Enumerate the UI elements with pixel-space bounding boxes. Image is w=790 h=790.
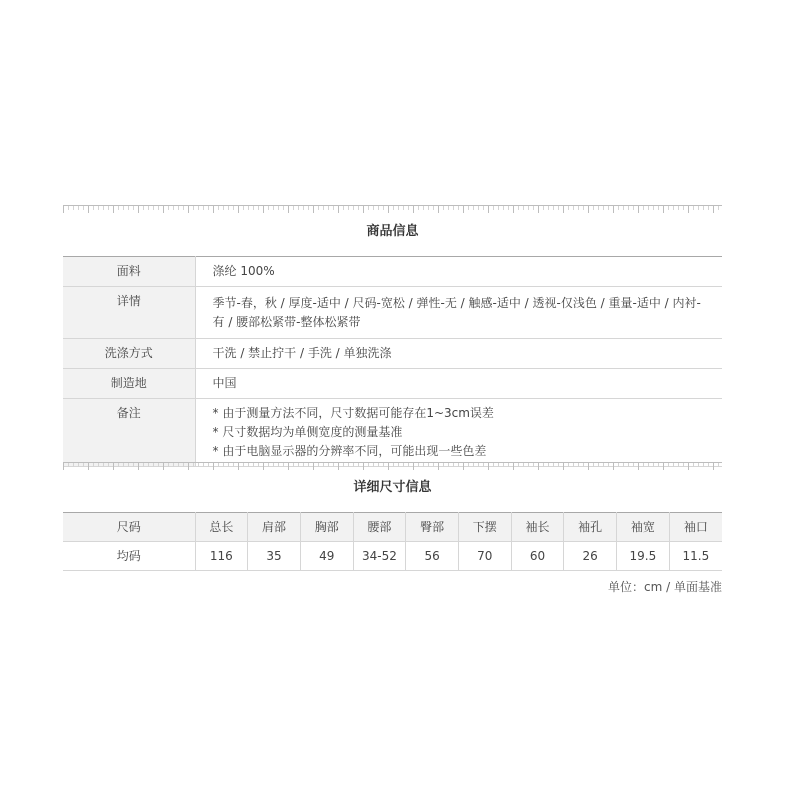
info-value <box>195 399 722 467</box>
size-data-cell: 60 <box>511 542 564 571</box>
size-data-cell: 26 <box>564 542 617 571</box>
info-label: 洗涤方式 <box>63 339 195 369</box>
size-data-cell: 49 <box>300 542 353 571</box>
unit-note: 单位：cm / 单面基准 <box>608 580 722 594</box>
remark-line: * 由于测量方法不同，尺寸数据可能存在1~3cm误差 <box>212 406 494 420</box>
info-value <box>195 369 722 399</box>
ruler-divider-middle <box>63 462 722 472</box>
size-header-cell: 臀部 <box>406 513 459 542</box>
size-info-title: 详细尺寸信息 <box>353 480 432 495</box>
size-header-cell: 袖孔 <box>564 513 617 542</box>
size-data-cell: 56 <box>406 542 459 571</box>
info-label: 备注 <box>63 399 195 467</box>
size-header-cell: 肩部 <box>248 513 301 542</box>
size-header-cell: 总长 <box>195 513 248 542</box>
info-value <box>195 339 722 369</box>
size-data-cell: 116 <box>195 542 248 571</box>
size-header-cell: 袖长 <box>511 513 564 542</box>
size-data-cell: 70 <box>458 542 511 571</box>
remark-line: * 由于电脑显示器的分辨率不同，可能出现一些色差 <box>212 444 487 458</box>
info-value-line: 季节-春，秋 / 厚度-适中 / 尺码-宽松 / 弹性-无 / 触感-适中 / 透视-仅浅色 / 重量-适中 / 内衬-有 / 腰部松紧带-整体松紧带 <box>212 295 701 329</box>
size-data-cell: 34-52 <box>353 542 406 571</box>
info-row-origin <box>63 369 722 399</box>
info-row-details <box>63 287 722 339</box>
info-value-line: 中国 <box>212 376 237 390</box>
info-row-material <box>63 257 722 287</box>
info-label: 面料 <box>63 257 195 287</box>
size-header-cell: 袖口 <box>669 513 722 542</box>
size-data-row <box>63 542 722 571</box>
size-header-cell: 尺码 <box>63 513 195 542</box>
size-header-cell: 下摆 <box>458 513 511 542</box>
size-header-row <box>63 513 722 542</box>
size-header-cell: 胸部 <box>300 513 353 542</box>
info-value-line: 涤纶 100% <box>212 264 275 278</box>
size-data-cell: 均码 <box>63 542 195 571</box>
ruler-divider-top <box>63 205 722 215</box>
info-value-line: 干洗 / 禁止拧干 / 手洗 / 单独洗涤 <box>212 346 392 360</box>
size-data-cell: 11.5 <box>669 542 722 571</box>
size-table <box>63 512 722 571</box>
remark-line: * 尺寸数据均为单侧宽度的测量基准 <box>212 425 403 439</box>
info-row-washing <box>63 339 722 369</box>
info-value <box>195 257 722 287</box>
size-header-cell: 腰部 <box>353 513 406 542</box>
size-data-cell: 35 <box>248 542 301 571</box>
info-row-remarks <box>63 399 722 467</box>
info-label: 制造地 <box>63 369 195 399</box>
info-label: 详情 <box>63 287 195 339</box>
product-info-title: 商品信息 <box>366 224 419 239</box>
size-data-cell: 19.5 <box>617 542 670 571</box>
size-header-cell: 袖宽 <box>617 513 670 542</box>
info-value <box>195 287 722 339</box>
product-info-table <box>63 256 722 467</box>
